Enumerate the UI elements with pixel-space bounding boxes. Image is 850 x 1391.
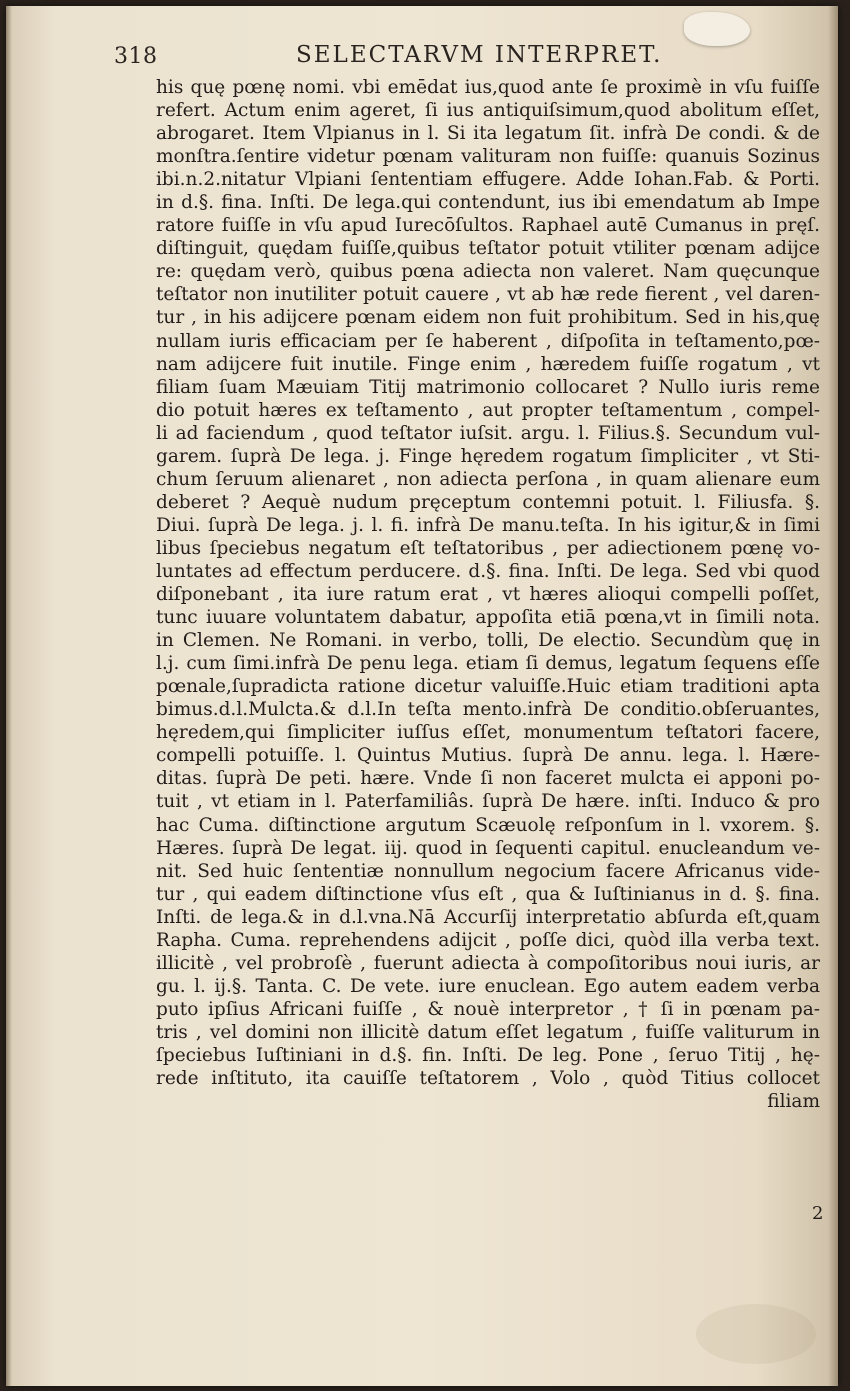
text-line: gu. l. ij.§. Tanta. C. De vete. iure enuclean. Ego autem eadem verba <box>156 975 820 997</box>
text-line: dio potuit hæres ex teſtamento , aut propter teſtamentum , compel- <box>156 399 820 421</box>
margin-note: 2 <box>812 1203 824 1224</box>
text-line: nullam iuris efficaciam per ſe haberent , diſpoſita in teſtamento,pœ- <box>156 330 820 352</box>
text-line: hęredem,qui ſimpliciter iuſſus eſſet, monumentum teſtatori facere, <box>156 722 820 744</box>
text-line: ſpeciebus Iuſtiniani in d.§. fin. Inſti. De leg. Pone , ſeruo Titij , hę- <box>156 1044 820 1066</box>
text-line: filiam <box>767 1091 820 1113</box>
text-line: Hæres. ſuprà De legat. iij. quod in ſequenti capitul. enucleandum ve- <box>156 837 820 859</box>
text-line: garem. ſuprà De lega. j. Finge hęredem rogatum ſimpliciter , vt Sti- <box>156 445 820 467</box>
text-line: re: quędam verò, quibus pœna adiecta non valeret. Nam quęcunque <box>156 261 820 283</box>
paper-tear-mark <box>684 12 750 46</box>
text-line: illicitè , vel probroſè , fuerunt adiecta à compoſitoribus noui iuris, ar <box>156 952 820 974</box>
text-line: ratore fuiſſe in vſu apud Iurecōſultos. Raphael autē Cumanus in pręſ. <box>156 215 820 237</box>
text-line: abrogaret. Item Vlpianus in l. Si ita legatum ſit. infrà De condi. & de <box>156 123 820 145</box>
page-edge-shadow <box>828 6 838 1386</box>
text-line: nam adijcere fuit inutile. Finge enim , hæredem fuiſſe rogatum , vt <box>156 353 820 375</box>
text-line: ibi.n.2.nitatur Vlpiani ſententiam effugere. Adde Iohan.Fab. & Porti. <box>156 169 820 191</box>
page-gutter-shadow <box>6 6 12 1386</box>
text-line: puto ipſius Africani fuiſſe , & nouè interpretor , † ſi in pœnam pa- <box>156 998 820 1020</box>
text-line: compelli potuiſſe. l. Quintus Mutius. ſuprà De annu. lega. l. Hære- <box>156 745 820 767</box>
text-line: diſponebant , ita iure ratum erat , vt hæres alioqui compelli poſſet, <box>156 584 820 606</box>
text-line: teſtator non inutiliter potuit cauere , vt ab hæ rede fierent , vel daren- <box>156 284 820 306</box>
text-line: ditas. ſuprà De peti. hære. Vnde ſi non faceret mulcta ei apponi po- <box>156 768 820 790</box>
text-line: monſtra.ſentire videtur pœnam valituram non fuiſſe: quanuis Sozinus <box>156 146 820 168</box>
page-number: 318 <box>114 44 158 69</box>
text-line: tur , qui eadem diſtinctione vſus eſt , qua & Iuſtinianus in d. §. fina. <box>156 883 820 905</box>
text-line: tunc iuuare voluntatem dabatur, appoſita etiā pœna,vt in ſimili nota. <box>156 607 820 629</box>
paper-stain <box>696 1304 816 1364</box>
text-line: refert. Actum enim ageret, ſi ius antiquiſsimum,quod abolitum eſſet, <box>156 100 820 122</box>
text-line: hac Cuma. diſtinctione argutum Scæuolę reſponſum in l. vxorem. §. <box>156 814 820 836</box>
text-line: diſtinguit, quędam fuiſſe,quibus teſtator potuit vtiliter pœnam adijce <box>156 238 820 260</box>
text-line: deberet ? Aequè nudum pręceptum contemni potuit. l. Filiusfa. §. <box>156 491 820 513</box>
text-line: Rapha. Cuma. reprehendens adijcit , poſſe dici, quòd illa verba text. <box>156 929 820 951</box>
text-line: li ad faciendum , quod teſtator iuſsit. argu. l. Filius.§. Secundum vul- <box>156 422 820 444</box>
text-line: luntates ad effectum perducere. d.§. fina. Inſti. De lega. Sed vbi quod <box>156 560 820 582</box>
text-line: tris , vel domini non illicitè datum eſſet legatum , fuiſſe valiturum in <box>156 1021 820 1043</box>
text-line: bimus.d.l.Mulcta.& d.l.In teſta mento.infrà De conditio.obſeruantes, <box>156 699 820 721</box>
text-line: in Clemen. Ne Romani. in verbo, tolli, De electio. Secundùm quę in <box>156 630 820 652</box>
text-line: filiam ſuam Mæuiam Titij matrimonio collocaret ? Nullo iuris reme <box>156 376 820 398</box>
text-line: nit. Sed huic ſententiæ nonnullum negocium facere Africanus vide- <box>156 860 820 882</box>
text-line: libus ſpeciebus negatum eſt teſtatoribus , per adiectionem pœnę vo- <box>156 537 820 559</box>
text-line: l.j. cum ſimi.infrà De penu lega. etiam ſi demus, legatum ſequens eſſe <box>156 653 820 675</box>
body-text <box>156 76 820 1113</box>
text-line: pœnale,ſupradicta ratione dicetur valuiſſe.Huic etiam traditioni apta <box>156 676 820 698</box>
running-head: SELECTARVM INTERPRET. <box>296 42 663 68</box>
text-line: tuit , vt etiam in l. Paterfamiliâs. ſuprà De hære. inſti. Induco & pro <box>156 791 820 813</box>
text-line: Diui. ſuprà De lega. j. l. fi. infrà De manu.teſta. In his igitur,& in ſimi <box>156 514 820 536</box>
text-line: rede inſtituto, ita cauiſſe teſtatorem , Volo , quòd Titius collocet <box>156 1068 820 1090</box>
text-line: his quę pœnę nomi. vbi emēdat ius,quod ante ſe proximè in vſu fuiſſe <box>156 77 820 98</box>
text-line: Inſti. de lega.& in d.l.vna.Nā Accurſij interpretatio abſurda eſt,quam <box>156 906 820 928</box>
text-line: tur , in his adijcere pœnam eidem non fuit prohibitum. Sed in his,quę <box>156 307 820 329</box>
text-line: chum ſeruum alienaret , non adiecta perſona , in quam alienare eum <box>156 468 820 490</box>
text-line: in d.§. fina. Inſti. De lega.qui contendunt, ius ibi emendatum ab Impe <box>156 192 820 214</box>
